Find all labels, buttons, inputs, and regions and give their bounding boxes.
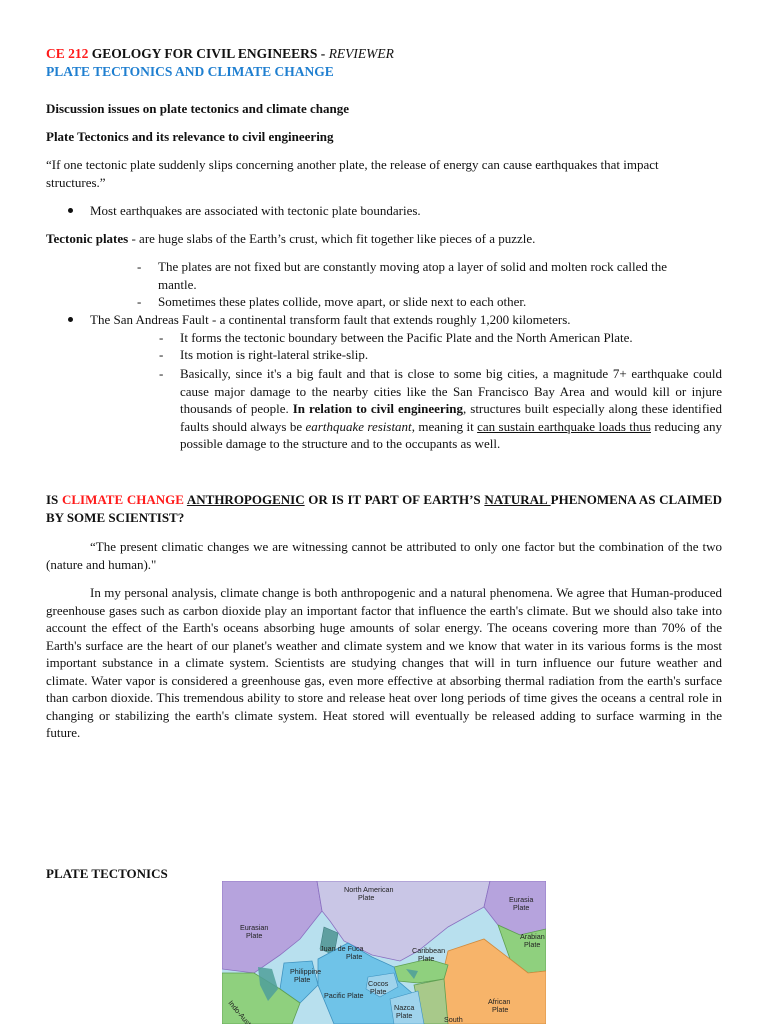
climate-quote: “The present climatic changes we are witnessing cannot be attributed to only one factor but the combination of the two (nature and human)."	[46, 539, 722, 572]
tectonic-plates-term: Tectonic plates	[46, 231, 129, 246]
sub3-text: , structures built especially along these identified faults should always be	[180, 401, 722, 434]
dash-plates-moving: The plates are not fixed but are constantly moving atop a layer of solid and molten rock called the mantle.	[158, 259, 667, 292]
sub-motion: Its motion is right-lateral strike-slip.	[180, 347, 369, 362]
label-caribbean-2: Plate	[418, 954, 435, 963]
label-african: African	[488, 997, 511, 1006]
label-pacific: Pacific Plate	[324, 991, 364, 1000]
document-subtitle: PLATE TECTONICS AND CLIMATE CHANGE	[46, 64, 334, 79]
bullet-san-andreas: The San Andreas Fault - a continental transform fault that extends roughly 1,200 kilometers.	[90, 312, 571, 327]
reviewer-label: REVIEWER	[328, 46, 394, 61]
label-eurasia-2: Plate	[513, 903, 530, 912]
plate-tectonics-map	[222, 881, 546, 1024]
label-african-2: Plate	[492, 1005, 509, 1014]
label-caribbean: Caribbean	[412, 946, 446, 955]
label-juan-de-fuca: Juan de Fuca	[320, 944, 364, 953]
label-philippine: Philippine	[290, 967, 322, 976]
label-philippine-2: Plate	[294, 975, 311, 984]
sub-civil-engineering	[180, 365, 722, 453]
course-title: GEOLOGY FOR CIVIL ENGINEERS -	[91, 46, 329, 61]
label-arabian: Arabian	[520, 932, 545, 941]
dash-marker: -	[159, 366, 164, 381]
label-cocos: Cocos	[368, 979, 389, 988]
label-south: South	[444, 1015, 463, 1024]
bullet-earthquakes: Most earthquakes are associated with tectonic plate boundaries.	[90, 203, 421, 218]
label-cocos-2: Plate	[370, 987, 387, 996]
tectonic-plates-definition	[46, 230, 535, 248]
q-anthropogenic: ANTHROPOGENIC	[186, 492, 305, 507]
label-arabian-2: Plate	[524, 940, 541, 949]
q-text: OR IS IT PART OF EARTH’S	[304, 492, 485, 507]
dash-marker: -	[137, 294, 142, 309]
bullet-dot	[68, 208, 73, 213]
climate-question-heading	[46, 491, 722, 526]
plate-tectonics-heading: PLATE TECTONICS	[46, 866, 168, 881]
discussion-heading: Discussion issues on plate tectonics and climate change	[46, 101, 349, 116]
q-natural: NATURAL	[484, 492, 551, 507]
dash-marker: -	[159, 347, 164, 362]
label-north-american: North American	[344, 885, 394, 894]
sub3-underlined: can sustain earthquake loads thus	[477, 418, 651, 434]
label-north-american-2: Plate	[358, 893, 375, 902]
sub3-text: , meaning it	[411, 418, 478, 434]
sub3-text: Basically, since it's a big fault and that is close to some big cities, a magnitude 7+ earthquake could cause major damage to the nearby cities like the San Francisco Bay Area and would kill or injure thousands of people.	[180, 366, 722, 416]
q-climate-change: CLIMATE CHANGE	[61, 492, 184, 507]
climate-analysis-paragraph: In my personal analysis, climate change is both anthropogenic and a natural phenomena. We agree that Human-produced greenhouse gases such as carbon dioxide play an important factor that influence the earth's climate. But we should also take into account the effect of the Earth's oceans absorbing huge amounts of solar energy. The oceans covering more than 70% of the Earth's surface are the heart of our planet's weather and climate system and we know that water in its various forms is the most important substance in a climate system. Scientists are studying changes that will in turn influence our future weather and climate. Water vapor is considered a greenhouse gas, even more effective at absorbing thermal radiation from the earth's surface than carbon dioxide. This tremendous ability to store and release heat over long periods of time gives the oceans a central role in changing or stabilizing the earth's climate system. Heat stored will eventually be released adding to surface warming in the future.	[46, 585, 722, 740]
label-nazca: Nazca	[394, 1003, 415, 1012]
tectonic-plates-text: - are huge slabs of the Earth’s crust, which fit together like pieces of a puzzle.	[128, 231, 536, 246]
bullet-dot	[68, 317, 73, 322]
sub3-italic: earthquake resistant	[305, 418, 412, 434]
dash-plates-collide: Sometimes these plates collide, move apart, or slide next to each other.	[158, 294, 527, 309]
label-nazca-2: Plate	[396, 1011, 413, 1020]
document-title	[46, 46, 394, 62]
q-text: IS	[46, 492, 62, 507]
sub-boundary: It forms the tectonic boundary between the Pacific Plate and the North American Plate.	[180, 330, 633, 345]
label-eurasia: Eurasia	[509, 895, 534, 904]
plate-map-svg	[222, 881, 546, 1024]
label-eurasian: Eurasian	[240, 923, 269, 932]
sub3-bold: In relation to civil engineering	[292, 401, 464, 416]
course-code: CE 212	[46, 46, 89, 61]
sub3-text: reducing any possible damage to the structure and to the occupants as well.	[180, 418, 723, 451]
plate-tectonics-subheading: Plate Tectonics and its relevance to civil engineering	[46, 129, 334, 144]
earthquake-quote: “If one tectonic plate suddenly slips concerning another plate, the release of energy can cause earthquakes that impact structures.”	[46, 157, 659, 190]
dash-marker: -	[137, 259, 142, 274]
label-juan-de-fuca-2: Plate	[346, 952, 363, 961]
q-text: PHENOMENA AS CLAIMED BY SOME SCIENTIST?	[46, 492, 722, 525]
dash-marker: -	[159, 330, 164, 345]
label-eurasian-2: Plate	[246, 931, 263, 940]
